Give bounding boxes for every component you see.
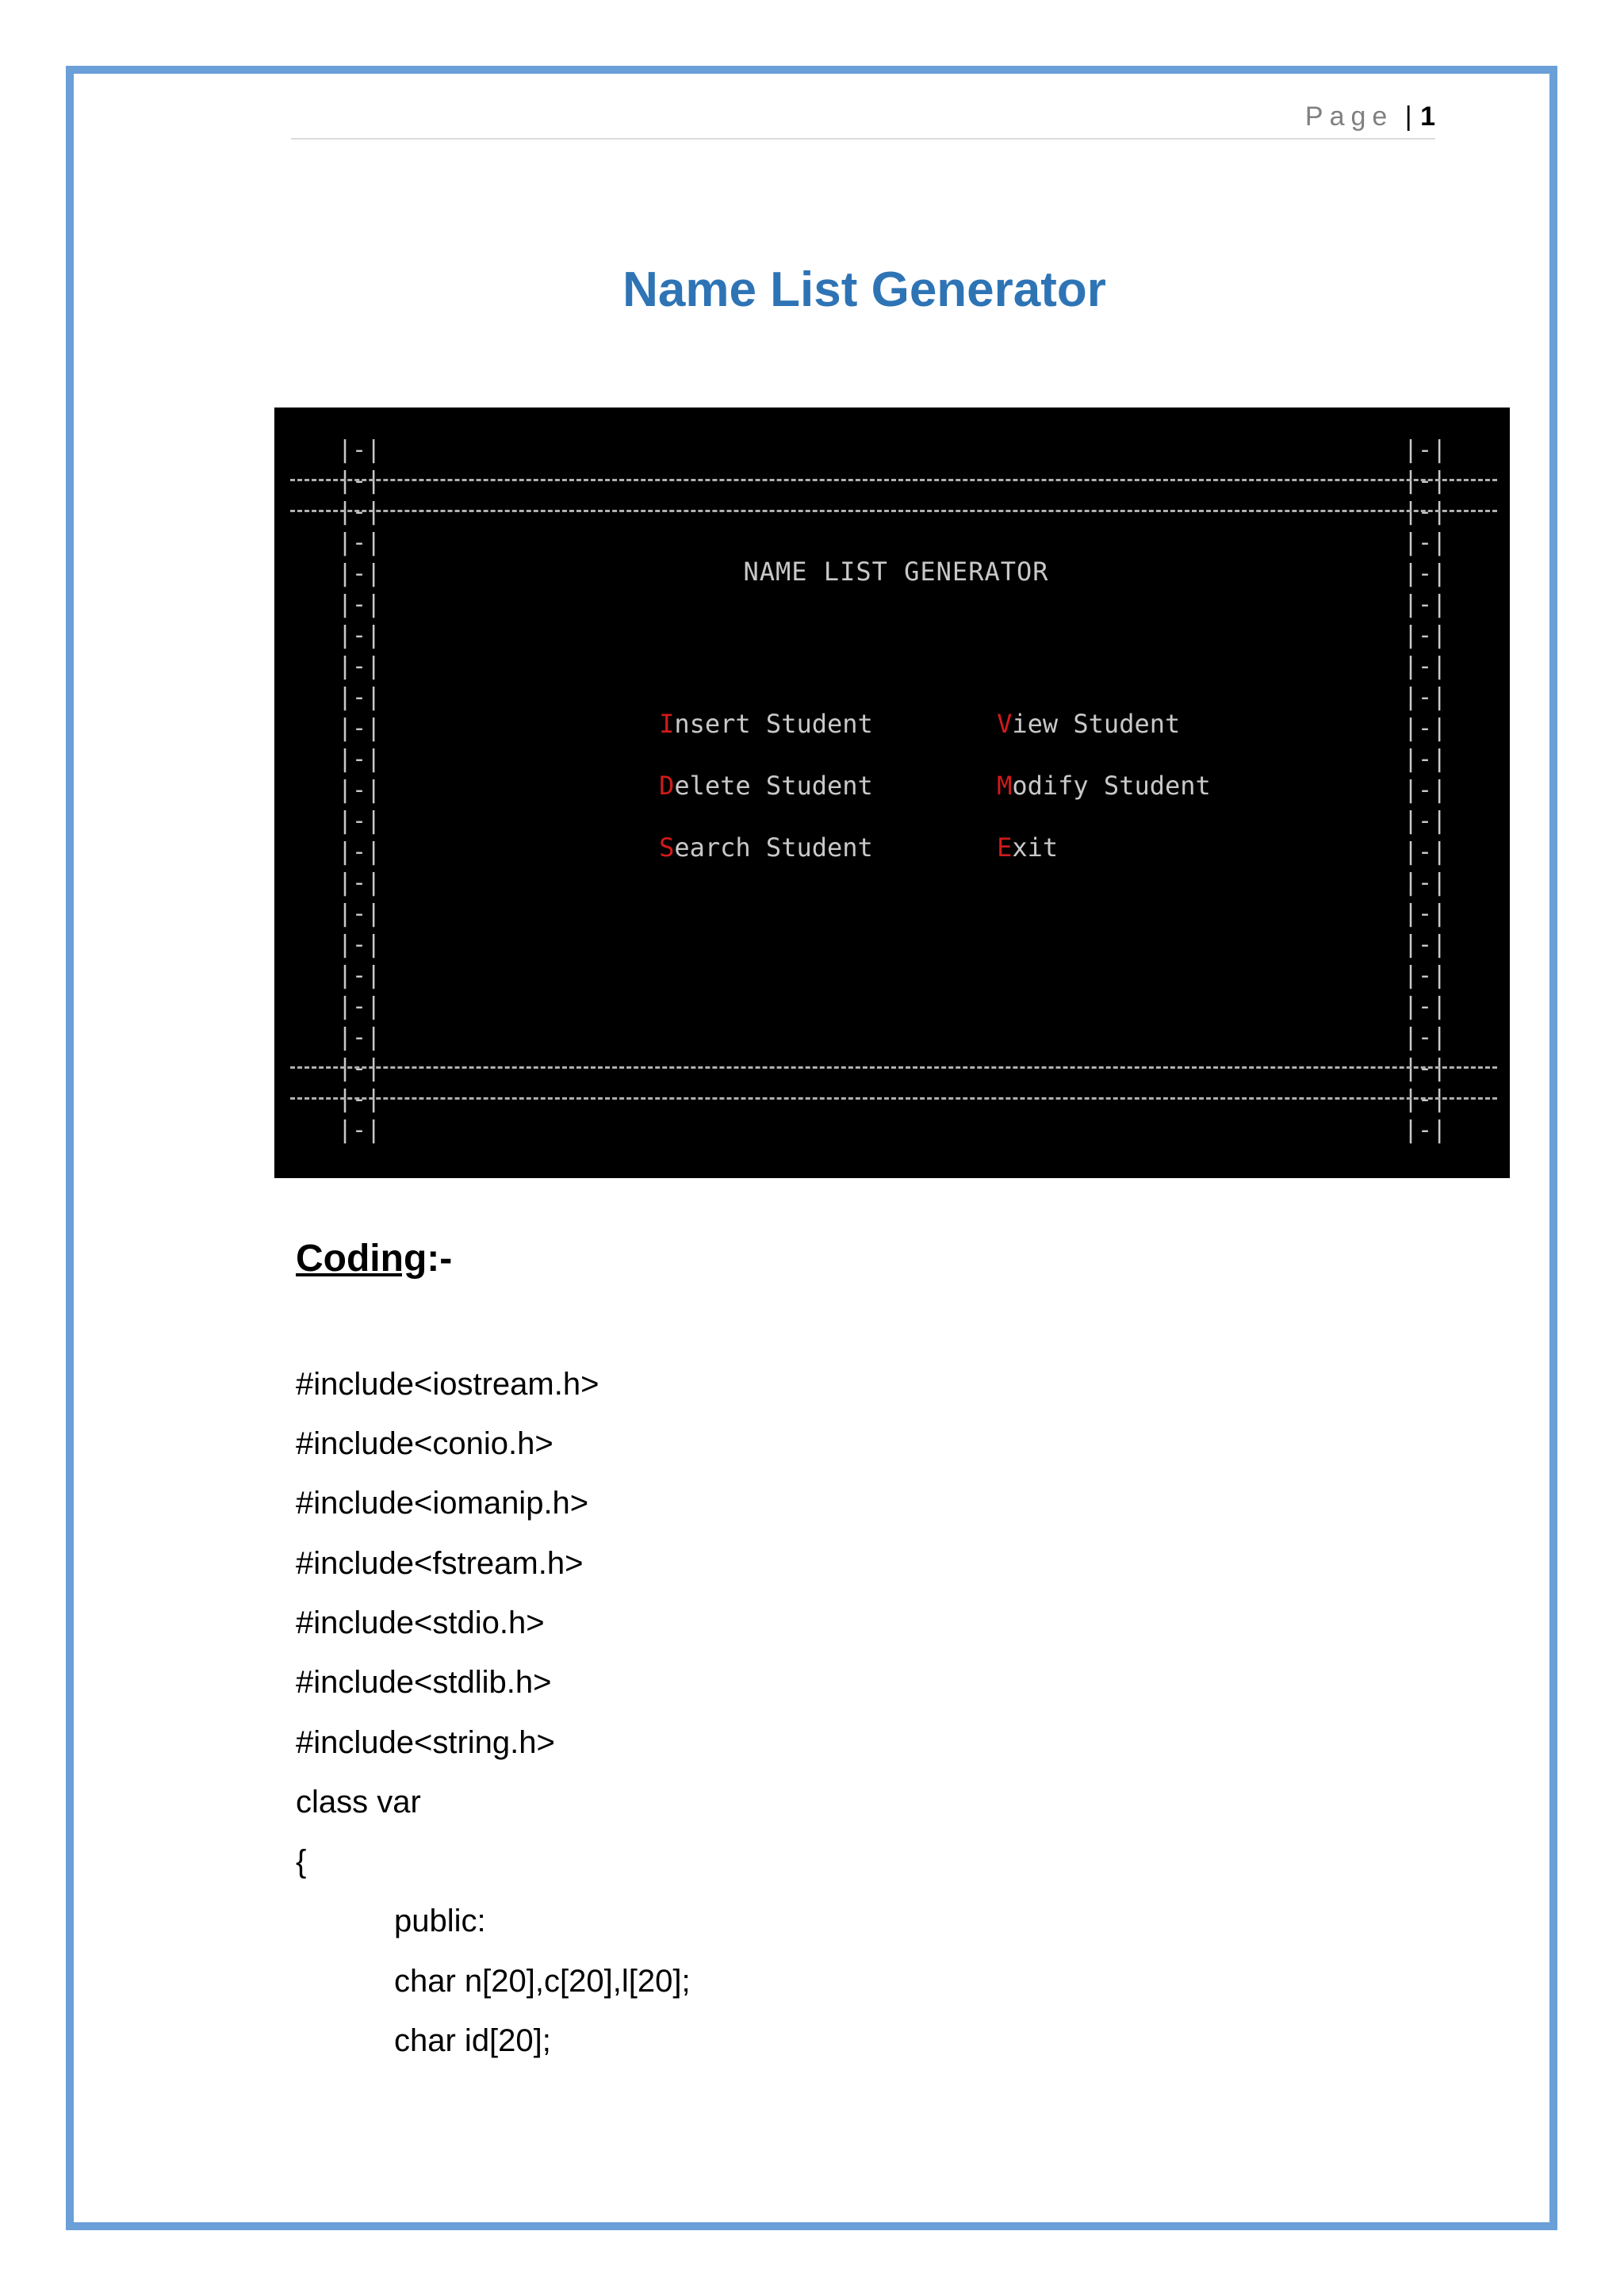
code-line: #include<iomanip.h>	[296, 1486, 589, 1521]
border-cell: |-|	[338, 1085, 381, 1113]
border-cell: |-|	[338, 1116, 381, 1144]
page-header	[291, 95, 1435, 140]
border-cell: |-|	[338, 467, 381, 495]
terminal-right-border	[1404, 434, 1446, 1148]
border-cell: |-|	[1404, 1116, 1447, 1144]
border-cell: |-|	[1404, 529, 1447, 557]
menu-search-student[interactable]	[598, 802, 873, 893]
border-cell: |-|	[1404, 931, 1447, 959]
menu-label: odify Student	[1012, 771, 1211, 801]
menu-hotkey: M	[997, 771, 1013, 801]
coding-heading	[296, 1237, 452, 1280]
border-cell: |-|	[1404, 1085, 1447, 1113]
terminal-bottom-rule-2	[290, 1097, 1497, 1100]
border-cell: |-|	[1404, 467, 1447, 495]
border-cell: |-|	[338, 529, 381, 557]
border-cell: |-|	[1404, 436, 1447, 464]
border-cell: |-|	[338, 683, 381, 711]
border-cell: |-|	[1404, 714, 1447, 742]
border-cell: |-|	[338, 900, 381, 928]
terminal-top-rule-1	[290, 479, 1497, 481]
border-cell: |-|	[1404, 838, 1447, 866]
border-cell: |-|	[1404, 622, 1447, 649]
code-line: public:	[394, 1904, 486, 1938]
border-cell: |-|	[338, 1054, 381, 1082]
page-label: Page	[1304, 101, 1394, 132]
border-cell: |-|	[338, 498, 381, 526]
border-cell: |-|	[1404, 869, 1447, 897]
border-cell: |-|	[338, 591, 381, 618]
border-cell: |-|	[1404, 962, 1447, 989]
terminal-screenshot	[274, 408, 1510, 1178]
menu-label: elete Student	[674, 771, 873, 801]
code-line: class var	[296, 1785, 421, 1820]
terminal-left-border	[338, 434, 381, 1148]
code-line: char n[20],c[20],l[20];	[394, 1964, 691, 1999]
border-cell: |-|	[338, 931, 381, 959]
code-line: #include<iostream.h>	[296, 1367, 599, 1402]
border-cell: |-|	[1404, 683, 1447, 711]
page-separator: |	[1404, 101, 1412, 132]
code-line: #include<string.h>	[296, 1725, 555, 1760]
terminal-title: NAME LIST GENERATOR	[743, 557, 1049, 587]
terminal-top-rule-2	[290, 510, 1497, 512]
menu-hotkey: E	[997, 832, 1013, 863]
coding-heading-suffix: :-	[427, 1238, 453, 1280]
document-title: Name List Generator	[622, 262, 1106, 317]
code-line: {	[296, 1844, 307, 1879]
menu-label: earch Student	[674, 832, 873, 863]
border-cell: |-|	[1404, 652, 1447, 680]
code-line: char id[20];	[394, 2023, 551, 2058]
coding-heading-label: Coding	[296, 1238, 427, 1280]
border-cell: |-|	[338, 962, 381, 989]
border-cell: |-|	[338, 993, 381, 1020]
terminal-bottom-rule-1	[290, 1066, 1497, 1069]
border-cell: |-|	[338, 436, 381, 464]
menu-hotkey: S	[659, 832, 675, 863]
border-cell: |-|	[338, 714, 381, 742]
border-cell: |-|	[338, 560, 381, 587]
menu-label: xit	[1012, 832, 1059, 863]
border-cell: |-|	[1404, 776, 1447, 804]
code-line: #include<stdio.h>	[296, 1605, 545, 1640]
menu-hotkey: V	[997, 709, 1013, 739]
border-cell: |-|	[1404, 993, 1447, 1020]
menu-label: iew Student	[1012, 709, 1181, 739]
border-cell: |-|	[1404, 807, 1447, 835]
border-cell: |-|	[1404, 900, 1447, 928]
border-cell: |-|	[338, 1024, 381, 1051]
code-line: #include<stdlib.h>	[296, 1665, 552, 1700]
border-cell: |-|	[1404, 591, 1447, 618]
border-cell: |-|	[1404, 560, 1447, 587]
menu-hotkey: D	[659, 771, 675, 801]
menu-exit[interactable]	[936, 802, 1058, 893]
page-number: 1	[1420, 101, 1435, 132]
border-cell: |-|	[1404, 1024, 1447, 1051]
border-cell: |-|	[338, 838, 381, 866]
border-cell: |-|	[338, 745, 381, 773]
menu-hotkey: I	[659, 709, 675, 739]
border-cell: |-|	[338, 807, 381, 835]
border-cell: |-|	[338, 776, 381, 804]
code-line: #include<conio.h>	[296, 1426, 553, 1461]
border-cell: |-|	[338, 622, 381, 649]
border-cell: |-|	[338, 869, 381, 897]
border-cell: |-|	[1404, 1054, 1447, 1082]
border-cell: |-|	[1404, 745, 1447, 773]
code-line: #include<fstream.h>	[296, 1546, 584, 1581]
border-cell: |-|	[1404, 498, 1447, 526]
menu-label: nsert Student	[674, 709, 873, 739]
border-cell: |-|	[338, 652, 381, 680]
